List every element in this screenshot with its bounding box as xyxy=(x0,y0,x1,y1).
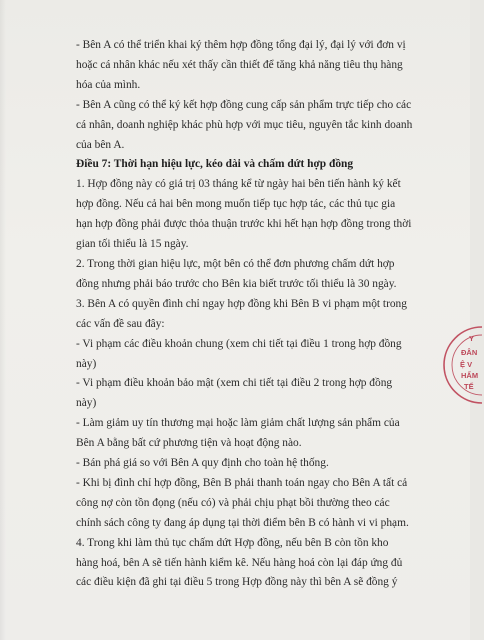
red-stamp-fragment xyxy=(442,325,484,405)
text-line: gian tối thiểu là 15 ngày. xyxy=(76,238,189,251)
text-line: - Làm giảm uy tín thương mại hoặc làm giảm chất lượng sản phẩm của xyxy=(76,417,400,430)
text-line: các điều kiện đã ghi tại điều 5 trong Hợp đồng này thì bên A sẽ đồng ý xyxy=(76,576,398,589)
text-line: đồng nhưng phải báo trước cho Bên kia biết trước tối thiểu là 30 ngày. xyxy=(76,277,397,290)
text-line: 4. Trong khi làm thủ tục chấm dứt Hợp đồng, nếu bên B còn tồn kho xyxy=(76,536,389,549)
text-line: - Bán phá giá so với Bên A quy định cho toàn hệ thống. xyxy=(76,457,329,470)
text-line: chính sách công ty đang áp dụng tại thời điểm bên B có hành vi vi phạm. xyxy=(76,516,409,529)
text-line: này) xyxy=(76,357,97,370)
text-line: Bên A bằng bất cứ phương tiện và hoạt động nào. xyxy=(76,437,302,450)
stamp-text: HẨM xyxy=(461,371,479,380)
text-line: 1. Hợp đồng này có giá trị 03 tháng kể từ ngày hai bên tiến hành ký kết xyxy=(76,178,401,191)
document-body xyxy=(76,36,436,593)
text-line: hạn hợp đồng phải được thỏa thuận trước khi hết hạn hợp đồng trong thời xyxy=(76,218,412,231)
text-line: này) xyxy=(76,397,97,410)
text-line: - Bên A cũng có thể ký kết hợp đồng cung cấp sản phẩm trực tiếp cho các xyxy=(76,98,412,111)
stamp-text: Y xyxy=(469,334,475,343)
text-line: hóa của mình. xyxy=(76,78,141,91)
text-line: cá nhân, doanh nghiệp khác phù hợp với mục tiêu, nguyên tắc kinh doanh xyxy=(76,118,413,131)
text-line: các vấn đề sau đây: xyxy=(76,317,165,330)
text-line: hợp đồng. Nếu cả hai bên mong muốn tiếp tục hợp tác, các thủ tục gia xyxy=(76,198,396,211)
stamp-text: Ệ V xyxy=(460,360,473,369)
text-line: - Vi phạm điều khoản bảo mật (xem chi tiết tại điều 2 trong hợp đồng xyxy=(76,377,393,390)
text-line: công nợ còn tồn đọng (nếu có) và phải chịu phạt bồi thường theo các xyxy=(76,496,390,509)
text-line: 2. Trong thời gian hiệu lực, một bên có thể đơn phương chấm dứt hợp xyxy=(76,257,395,270)
text-line: hoặc cá nhân khác nếu xét thấy cần thiết để tăng khả năng tiêu thụ hàng xyxy=(76,58,403,71)
stamp-inner-ring xyxy=(452,335,482,395)
text-line: - Bên A có thể triển khai ký thêm hợp đồng tổng đại lý, đại lý với đơn vị xyxy=(76,39,406,51)
stamp-outer-ring xyxy=(444,327,482,403)
text-line: 3. Bên A có quyền đình chỉ ngay hợp đồng khi Bên B vi phạm một trong xyxy=(76,297,407,310)
text-line: - Khi bị đình chỉ hợp đồng, Bên B phải thanh toán ngay cho Bên A tất cả xyxy=(76,476,408,489)
article-7-heading: Điều 7: Thời hạn hiệu lực, kéo dài và chấm dứt hợp đồng xyxy=(76,158,354,171)
text-line: của bên A. xyxy=(76,138,125,151)
text-line: - Vi phạm các điều khoản chung (xem chi tiết tại điều 1 trong hợp đồng xyxy=(76,337,402,350)
stamp-text: TẾ xyxy=(464,382,474,391)
text-line: hàng hoá, bên A sẽ tiến hành kiểm kê. Nếu hàng hoá còn lại đáp ứng đủ xyxy=(76,556,403,569)
page-edge-shadow xyxy=(0,0,6,640)
stamp-text: ĐÂN xyxy=(461,348,478,357)
